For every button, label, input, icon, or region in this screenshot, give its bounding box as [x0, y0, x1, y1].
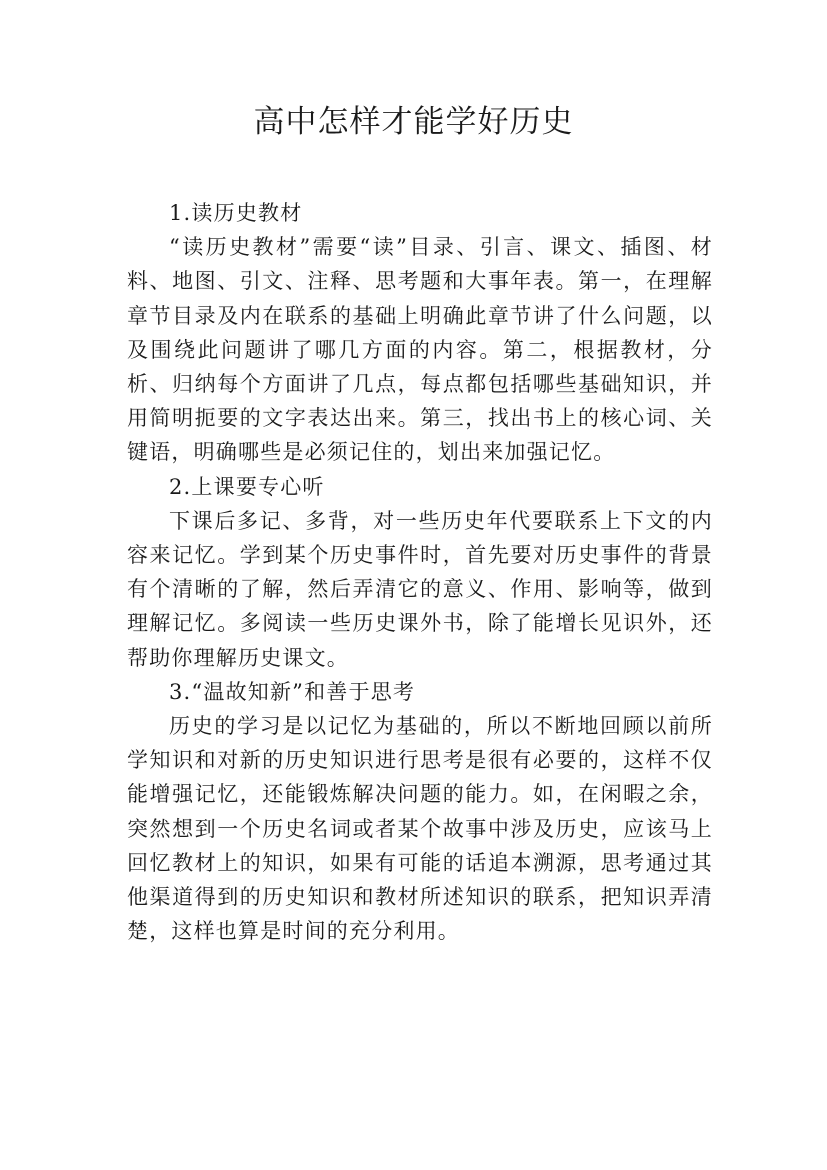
section-heading-1: 1.读历史教材 [169, 201, 303, 225]
paragraph-1: “读历史教材”需要“读”目录、引言、课文、插图、材料、地图、引文、注释、思考题和大事年表。第一，在理解章节目录及内在联系的基础上明确此章节讲了什么问题，以及围绕此问题讲了哪几方面的内容。第二，根据教材，分析、归纳每个方面讲了几点，每点都包括哪些基础知识，并用简明扼要的文字表达出来。第三，找出书上的核心词、关键语，明确哪些是必须记住的，划出来加强记忆。 [127, 235, 713, 465]
paragraph-2: 下课后多记、多背，对一些历史年代要联系上下文的内容来记忆。学到某个历史事件时，首先要对历史事件的背景有个清晰的了解，然后弄清它的意义、作用、影响等，做到理解记忆。多阅读一些历史课外书，除了能增长见识外，还帮助你理解历史课文。 [127, 508, 713, 670]
section-heading-2: 2.上课要专心听 [169, 474, 325, 499]
document-title: 高中怎样才能学好历史 [253, 104, 574, 140]
document-body [127, 196, 713, 948]
paragraph-3: 历史的学习是以记忆为基础的，所以不断地回顾以前所学知识和对新的历史知识进行思考是很有必要的，这样不仅能增强记忆，还能锻炼解决问题的能力。如，在闲暇之余，突然想到一个历史名词或者某个故事中涉及历史，应该马上回忆教材上的知识，如果有可能的话追本溯源，思考通过其他渠道得到的历史知识和教材所述知识的联系，把知识弄清楚，这样也算是时间的充分利用。 [127, 714, 713, 944]
section-heading-3: 3.“温故知新”和善于思考 [169, 679, 416, 704]
